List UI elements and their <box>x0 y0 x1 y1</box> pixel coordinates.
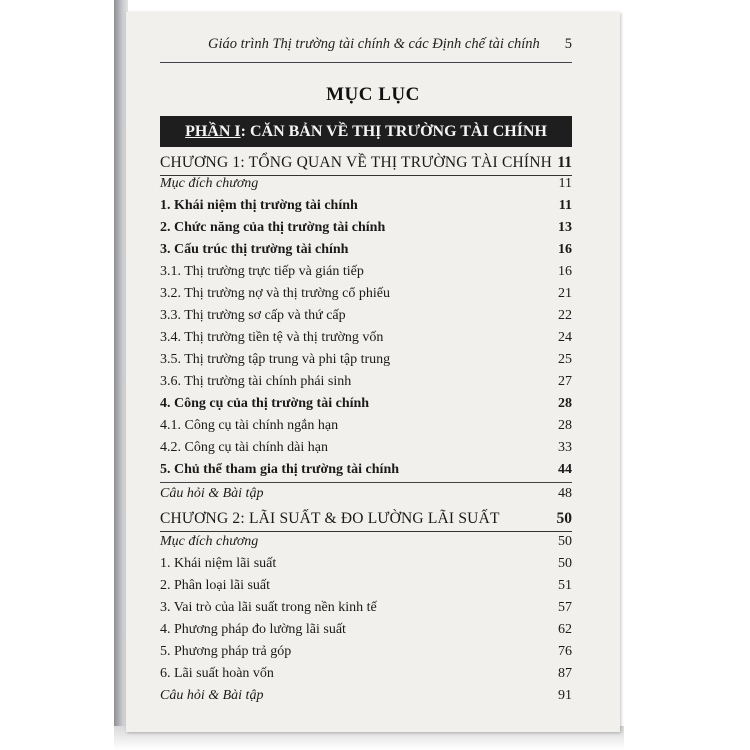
toc-entry <box>160 176 572 196</box>
toc-entry-page: 91 <box>558 688 572 703</box>
toc-chapter <box>160 510 572 532</box>
toc-entry-label: 2. Chức năng của thị trường tài chính <box>160 220 386 235</box>
toc-entry <box>160 264 572 284</box>
toc-entry-label: CHƯƠNG 1: TỔNG QUAN VỀ THỊ TRƯỜNG TÀI CHÍNH <box>160 154 553 171</box>
section-rule <box>160 482 572 483</box>
toc-entry-label: 3. Cấu trúc thị trường tài chính <box>160 242 349 257</box>
toc-entry-page: 44 <box>558 462 572 477</box>
toc-entry-label: CHƯƠNG 2: LÃI SUẤT & ĐO LƯỜNG LÃI SUẤT <box>160 510 500 527</box>
toc-entry-label: Mục đích chương <box>160 176 259 191</box>
toc-entry <box>160 396 572 416</box>
toc-entry-page: 51 <box>558 578 572 593</box>
toc-entry <box>160 220 572 240</box>
toc-entry-page: 24 <box>558 330 572 345</box>
toc-entry-page: 28 <box>558 396 572 411</box>
toc-entry-page: 62 <box>558 622 572 637</box>
toc-entry-label: 1. Khái niệm lãi suất <box>160 556 277 571</box>
toc-entry <box>160 330 572 350</box>
toc-entry-label: 3. Vai trò của lãi suất trong nền kinh tế <box>160 600 377 615</box>
toc-entry-label: 4.2. Công cụ tài chính dài hạn <box>160 440 328 455</box>
toc-entry-label: 2. Phân loại lãi suất <box>160 578 271 593</box>
toc-entry-label: Câu hỏi & Bài tập <box>160 486 264 501</box>
toc-entry-page: 11 <box>557 154 572 171</box>
toc-entry <box>160 688 572 708</box>
running-header-title: Giáo trình Thị trường tài chính & các Định chế tài chính <box>208 36 540 52</box>
part-label-prefix: PHẦN I <box>185 123 241 140</box>
toc-entry-label: 3.5. Thị trường tập trung và phi tập trung <box>160 352 391 367</box>
toc-entry <box>160 352 572 372</box>
toc-entry-page: 22 <box>558 308 572 323</box>
toc-entry-label: 3.1. Thị trường trực tiếp và gián tiếp <box>160 264 364 279</box>
toc-entry <box>160 308 572 328</box>
toc-entry-label: 6. Lãi suất hoàn vốn <box>160 666 274 681</box>
toc-entry <box>160 486 572 506</box>
running-header-page-number: 5 <box>564 36 572 52</box>
toc-entry-page: 13 <box>558 220 572 235</box>
part-label-rest: : CĂN BẢN VỀ THỊ TRƯỜNG TÀI CHÍNH <box>240 123 547 140</box>
toc-entry-label: 4.1. Công cụ tài chính ngắn hạn <box>160 418 339 433</box>
book-page <box>126 12 620 732</box>
toc-entry-label: 3.3. Thị trường sơ cấp và thứ cấp <box>160 308 346 323</box>
header-rule <box>160 62 572 63</box>
toc-entry <box>160 286 572 306</box>
toc-entry-page: 33 <box>558 440 572 455</box>
toc-entry-page: 28 <box>558 418 572 433</box>
toc-entry <box>160 418 572 438</box>
toc-entry-label: 4. Công cụ của thị trường tài chính <box>160 396 370 411</box>
toc-entry <box>160 556 572 576</box>
toc-entry-label: 1. Khái niệm thị trường tài chính <box>160 198 358 213</box>
toc-entry-page: 57 <box>558 600 572 615</box>
page-title: MỤC LỤC <box>326 84 420 105</box>
toc-entry <box>160 198 572 218</box>
toc-entry-page: 25 <box>558 352 572 367</box>
toc-entry-page: 50 <box>556 510 572 527</box>
toc-entry-page: 27 <box>558 374 572 389</box>
toc-entry <box>160 666 572 686</box>
part-heading-bar <box>160 116 572 147</box>
toc-entry <box>160 242 572 262</box>
toc-entry <box>160 440 572 460</box>
toc-entry-page: 21 <box>558 286 572 301</box>
toc-entry-label: Mục đích chương <box>160 534 259 549</box>
toc-entry <box>160 600 572 620</box>
toc-entry-label: 3.6. Thị trường tài chính phái sinh <box>160 374 352 389</box>
toc-entry-page: 50 <box>558 556 572 571</box>
toc-entry-page: 11 <box>558 176 572 191</box>
toc-entry <box>160 374 572 394</box>
toc-entry-label: 5. Chủ thể tham gia thị trường tài chính <box>160 462 400 477</box>
toc-entry <box>160 622 572 642</box>
toc-entry-page: 11 <box>558 198 572 213</box>
toc-entry <box>160 462 572 482</box>
toc-entry-label: 3.2. Thị trường nợ và thị trường cổ phiếu <box>160 286 390 301</box>
toc-entry-page: 16 <box>558 264 572 279</box>
running-header <box>160 34 572 58</box>
toc-entry-page: 76 <box>558 644 572 659</box>
toc-entry <box>160 578 572 598</box>
toc-chapter <box>160 154 572 176</box>
toc-entry-page: 48 <box>558 486 572 501</box>
toc-entry-page: 87 <box>558 666 572 681</box>
toc-entry-page: 16 <box>558 242 572 257</box>
toc-entry <box>160 534 572 554</box>
toc-entry-label: 3.4. Thị trường tiền tệ và thị trường vốn <box>160 330 384 345</box>
toc-entry <box>160 644 572 664</box>
toc-entry-label: Câu hỏi & Bài tập <box>160 688 264 703</box>
toc-entry-label: 5. Phương pháp trả góp <box>160 644 292 659</box>
toc-entry-label: 4. Phương pháp đo lường lãi suất <box>160 622 346 637</box>
toc-entry-page: 50 <box>558 534 572 549</box>
